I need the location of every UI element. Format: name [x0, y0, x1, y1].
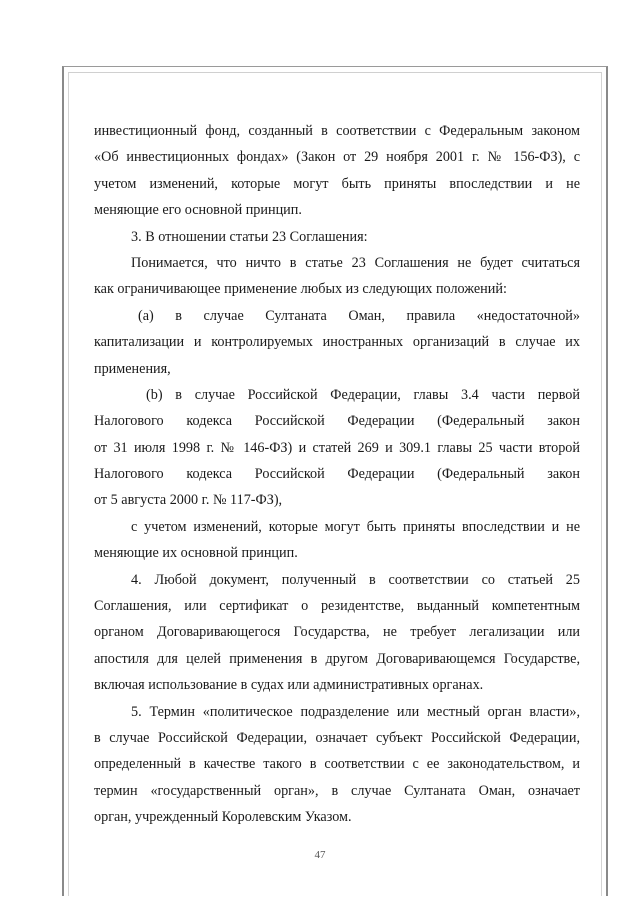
text-line: Соглашения, или сертификат о резидентстве, выданный компетентным	[94, 598, 580, 615]
text-line: от 5 августа 2000 г. № 117-ФЗ),	[94, 492, 283, 509]
text-line: меняющие их основной принцип.	[94, 545, 298, 562]
text-line: инвестиционный фонд, созданный в соответствии с Федеральным законом	[94, 123, 580, 139]
document-body	[94, 118, 580, 831]
text-line: органом Договаривающегося Государства, не требует легализации или	[94, 624, 580, 641]
text-line: «Об инвестиционных фондах» (Закон от 29 ноября 2001 г. № 156-ФЗ), с	[94, 149, 580, 166]
text-line: термин «государственный орган», в случае Султаната Оман, означает	[94, 782, 580, 799]
text-line: Понимается, что ничто в статье 23 Соглашения не будет считаться	[131, 254, 580, 271]
text-line: орган, учрежденный Королевским Указом.	[94, 809, 352, 826]
text-line: Налогового кодекса Российской Федерации (Федеральный закон	[94, 466, 580, 483]
page-number: 47	[314, 849, 326, 861]
text-line: Налогового кодекса Российской Федерации (Федеральный закон	[94, 413, 580, 430]
text-line: как ограничивающее применение любых из следующих положений:	[94, 281, 507, 298]
text-line: меняющие его основной принцип.	[94, 202, 302, 219]
text-line: 3. В отношении статьи 23 Соглашения:	[131, 228, 368, 245]
text-line: включая использование в судах или административных органах.	[94, 677, 484, 694]
text-line: апостиля для целей применения в другом Договаривающемся Государстве,	[94, 650, 580, 667]
text-line: 4. Любой документ, полученный в соответствии со статьей 25	[131, 571, 580, 588]
text-line: применения,	[94, 360, 171, 377]
text-line: (b) в случае Российской Федерации, главы 3.4 части первой	[146, 386, 580, 403]
text-line: капитализации и контролируемых иностранных организаций в случае их	[94, 334, 580, 351]
text-line: с учетом изменений, которые могут быть приняты впоследствии и не	[131, 518, 580, 535]
text-line: 5. Термин «политическое подразделение или местный орган власти»,	[131, 703, 580, 720]
text-line: от 31 июля 1998 г. № 146-ФЗ) и статей 269 и 309.1 главы 25 части второй	[94, 439, 580, 456]
text-line: (a) в случае Султаната Оман, правила «недостаточной»	[138, 307, 580, 324]
text-line: в случае Российской Федерации, означает субъект Российской Федерации,	[94, 729, 580, 746]
text-line: определенный в качестве такого в соответствии с ее законодательством, и	[94, 756, 580, 773]
text-line: учетом изменений, которые могут быть приняты впоследствии и не	[94, 175, 580, 192]
